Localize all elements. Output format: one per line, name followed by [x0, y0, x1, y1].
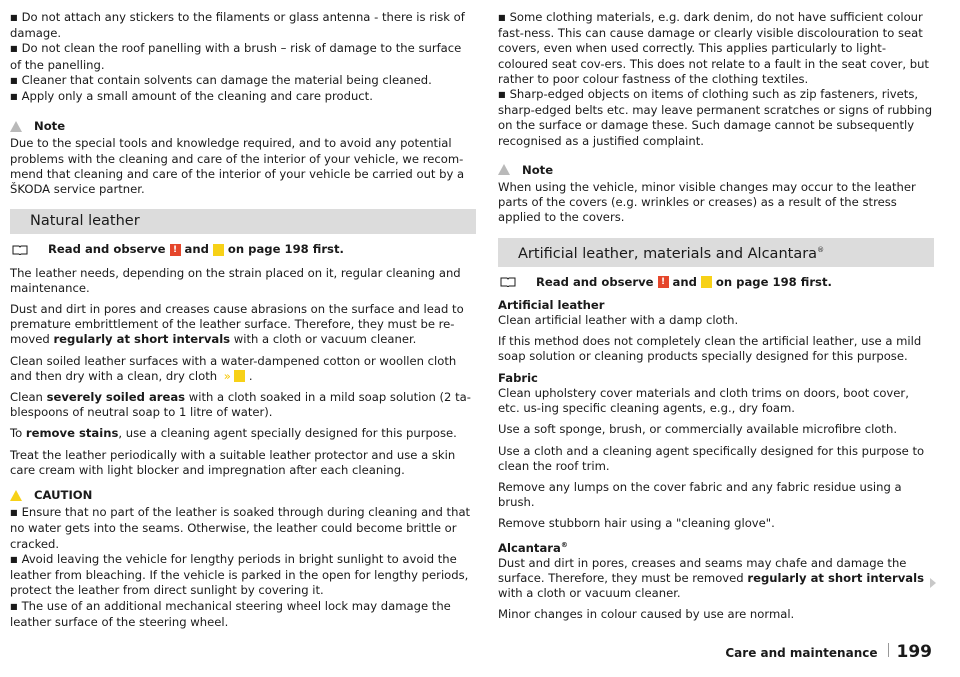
caution-bullet-1: ■ Ensure that no part of the leather is soaked through during cleaning and that no water gets into the seams. Otherwise, the leather could become brittle or cracked. — [10, 505, 476, 552]
right-note-title: Note — [522, 162, 554, 177]
left-column — [10, 10, 476, 630]
fabric-paragraph-3: Use a cloth and a cleaning agent specifically designed for this purpose to clean the roof trim. — [498, 443, 925, 473]
left-note-title: Note — [34, 119, 66, 134]
caution-bullet-2: ■ Avoid leaving the vehicle for lengthy periods in bright sunlight to avoid the leather from bleaching. If the vehicle is parked in the open for lengthy periods, protect the leather from direct sunlight by covering it. — [10, 552, 476, 599]
section-artificial-leather: Artificial leather, materials and Alcantara® — [498, 238, 934, 267]
left-note-text: Due to the special tools and knowledge required, and to avoid any potential problems with the cleaning and care of the interior of your vehicle, we recom-mend that cleaning and care of the interior of your vehicle be carried out by a ŠKODA service partner. — [10, 136, 465, 197]
left-bullet-4: ■ Apply only a small amount of the cleaning and care product. — [10, 89, 476, 105]
footer-section: Care and maintenance — [725, 646, 878, 660]
left-bullet-2: ■ Do not clean the roof panelling with a brush – risk of damage to the surface of the panelling. — [10, 41, 476, 72]
left-note-heading — [10, 119, 476, 134]
left-read-observe: Read and observe ! and on page 198 first. — [10, 242, 476, 257]
caution-bullet-3: ■ The use of an additional mechanical steering wheel lock may damage the leather surface of the steering wheel. — [10, 599, 476, 630]
right-column — [498, 10, 934, 628]
section-natural-leather: Natural leather — [10, 209, 476, 234]
caution-icon[interactable] — [701, 276, 712, 288]
subhead-artificial-leather: Artificial leather — [498, 297, 605, 312]
leather-paragraph-1: The leather needs, depending on the strain placed on it, regular cleaning and maintenance. — [10, 265, 461, 295]
reference-arrow[interactable]: » — [223, 368, 231, 383]
caution-title: CAUTION — [34, 488, 93, 503]
subhead-fabric: Fabric — [498, 370, 538, 385]
fabric-paragraph-4: Remove any lumps on the cover fabric and any fabric residue using a brush. — [498, 479, 902, 510]
left-bullet-1: ■ Do not attach any stickers to the filaments or glass antenna - there is risk of damage. — [10, 10, 476, 41]
leather-paragraph-4: Clean severely soiled areas with a cloth soaked in a mild soap solution (2 ta-blespoons of neutral soap to 1 litre of water). — [10, 390, 471, 420]
right-read-observe: Read and observe ! and on page 198 first. — [498, 275, 934, 290]
book-icon — [12, 245, 28, 255]
caution-triangle-icon — [10, 490, 22, 502]
continue-arrow-icon[interactable] — [930, 578, 936, 588]
note-icon — [498, 164, 510, 176]
leather-paragraph-5: To remove stains, use a cleaning agent specially designed for this purpose. — [10, 426, 457, 441]
book-icon — [500, 277, 516, 287]
right-note-text: When using the vehicle, minor visible changes may occur to the leather parts of the covers (e.g. wrinkles or creases) as a result of the stress applied to the covers. — [498, 180, 916, 225]
left-bullet-3: ■ Cleaner that contain solvents can damage the material being cleaned. — [10, 73, 476, 89]
right-note-heading — [498, 163, 934, 178]
caution-icon[interactable] — [234, 370, 245, 382]
alcantara-paragraph-2: Minor changes in colour caused by use are normal. — [498, 607, 795, 622]
fabric-paragraph-2: Use a soft sponge, brush, or commercially available microfibre cloth. — [498, 422, 898, 437]
note-icon — [10, 121, 22, 133]
warning-icon[interactable]: ! — [170, 244, 181, 256]
warning-icon[interactable]: ! — [658, 276, 669, 288]
page-number: 199 — [896, 642, 932, 662]
leather-paragraph-6: Treat the leather periodically with a suitable leather protector and use a skin care cream with light blocker and impregnation after each cleaning. — [10, 447, 456, 477]
right-bullet-2: ■ Sharp-edged objects on items of clothing such as zip fasteners, rivets, sharp-edged belts etc. may leave permanent scratches or signs of rubbing on the surface or damage these. Such damage cannot be subsequently recognised as a justified complaint. — [498, 87, 934, 149]
artificial-paragraph-2: If this method does not completely clean the artificial leather, use a mild soap solution or cleaning products specially designed for this purpose. — [498, 334, 922, 364]
page-footer — [725, 642, 932, 662]
footer-divider — [888, 643, 889, 657]
alcantara-paragraph: Dust and dirt in pores, creases and seams may chafe and damage the surface. Therefore, they must be removed regularly at short intervals with a cloth or vacuum cleaner. — [498, 555, 924, 600]
fabric-paragraph-5: Remove stubborn hair using a "cleaning glove". — [498, 516, 775, 531]
caution-icon[interactable] — [213, 244, 224, 256]
subhead-alcantara: Alcantara® — [498, 540, 568, 555]
caution-heading — [10, 488, 476, 503]
fabric-paragraph-1: Clean upholstery cover materials and cloth trims on doors, boot cover, etc. us-ing specific cleaning agents, e.g., dry foam. — [498, 385, 909, 416]
right-bullet-1: ■ Some clothing materials, e.g. dark denim, do not have sufficient colour fast-ness. This can cause damage or clearly visible discolouration to seat covers, even when used correctly. This applies particularly to light-coloured seat cov-ers. This does not relate to a fault in the seat cover, but rather to poor colour fastness of the clothing textiles. — [498, 10, 934, 87]
leather-paragraph-2: Dust and dirt in pores and creases cause abrasions on the surface and lead to premature embrittlement of the leather surface. Therefore, they must be re-moved regularly at short intervals with a cloth or vacuum cleaner. — [10, 302, 464, 347]
leather-paragraph-3: Clean soiled leather surfaces with a water-dampened cotton or woollen cloth and then dry with a clean, dry cloth » . — [10, 353, 457, 383]
artificial-paragraph-1: Clean artificial leather with a damp cloth. — [498, 313, 739, 328]
